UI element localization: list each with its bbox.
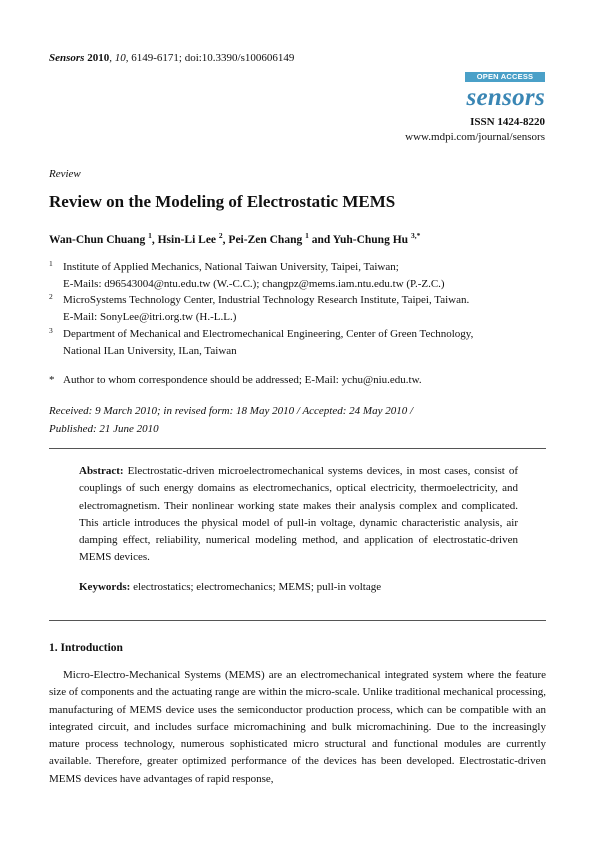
author-separator: and — [308, 233, 333, 246]
abstract-text: Electrostatic-driven microelectromechanical systems devices, in most cases, consist of couplings of such energy domains as electromechanics, optical electricity, thermoelectricity, and electromagnetism. Their nonlinear working state makes their analysis complex and complicated. This article introduces the physical model of pull-in voltage, dynamic characteristic analysis, air damping effect, reliability, numerical modeling method, and application of electrostatic-driven MEMS devices. — [79, 465, 518, 564]
dates-line: Received: 9 March 2010; in revised form: 18 May 2010 / Accepted: 24 May 2010 / — [49, 405, 414, 417]
journal-url[interactable]: www.mdpi.com/journal/sensors — [405, 131, 545, 143]
author-affiliation-mark: 2 — [218, 231, 223, 240]
journal-year: 2010 — [87, 52, 110, 64]
dates-line: Published: 21 June 2010 — [49, 423, 159, 435]
affiliation-line: National ILan University, ILan, Taiwan — [63, 344, 237, 357]
keywords-text: electrostatics; electromechanics; MEMS; pull-in voltage — [133, 581, 382, 593]
affiliation-line: Institute of Applied Mechanics, National Taiwan University, Taipei, Taiwan; — [63, 261, 399, 273]
issn: ISSN 1424-8220 — [470, 116, 545, 128]
author-affiliation-mark: 1 — [148, 231, 152, 240]
author-separator: , — [222, 233, 229, 246]
keywords-label: Keywords: — [79, 581, 131, 593]
section-heading: 1. Introduction — [49, 642, 123, 654]
affiliation-number: 3 — [49, 326, 53, 335]
top-divider — [49, 448, 546, 449]
correspondence-mark: * — [49, 374, 55, 386]
bottom-divider — [49, 620, 546, 621]
affiliation-line: MicroSystems Technology Center, Industrial Technology Research Institute, Taipei, Taiwan. — [63, 294, 470, 306]
author-affiliation-mark: 1 — [305, 231, 309, 240]
publication-dates — [49, 402, 413, 438]
journal-volume: 10 — [114, 52, 126, 64]
author-affiliation-mark: 3,* — [410, 231, 421, 240]
affiliation-line: Department of Mechanical and Electromechanical Engineering, Center of Green Technology, — [63, 328, 474, 340]
affiliation-line: E-Mails: d96543004@ntu.edu.tw (W.-C.C.); changpz@mems.iam.ntu.edu.tw (P.-Z.C.) — [63, 277, 445, 290]
author-name: Pei-Zen Chang — [228, 233, 303, 246]
citation-line: Sensors 2010, 10, 6149-6171; doi:10.3390/s100606149 — [49, 52, 295, 64]
author-list — [49, 231, 420, 246]
affiliation-1 — [49, 259, 549, 293]
article-type: Review — [49, 168, 81, 180]
author-name: Yuh-Chung Hu — [332, 233, 409, 246]
open-access-badge: OPEN ACCESS — [465, 72, 545, 82]
body-paragraph: Micro-Electro-Mechanical Systems (MEMS) are an electromechanical integrated system where the feature size of components and the actuating range are within the micro-scale. Unlike traditional mechanical processing, manufacturing of MEMS device uses the semiconductor production process, which can be compatible with an integrated circuit, and includes surface micromachining and bulk micromachining. Due to the increasingly mature process technology, numerous sophisticated micro structural and functional modules are currently available. Therefore, greater optimized performance of the devices has been developed. Electrostatic-driven MEMS devices have advantages of rapid response, — [49, 669, 546, 785]
correspondence-note — [49, 372, 549, 390]
affiliation-2 — [49, 292, 549, 326]
affiliation-line: E-Mail: SonyLee@itri.org.tw (H.-L.L.) — [63, 310, 237, 323]
journal-logo: sensors — [466, 84, 545, 111]
affiliation-number: 1 — [49, 259, 53, 268]
pages-doi: 6149-6171; doi:10.3390/s100606149 — [131, 52, 295, 64]
affiliation-3 — [49, 326, 549, 360]
correspondence-text: Author to whom correspondence should be addressed; E-Mail: ychu@niu.edu.tw. — [63, 374, 422, 386]
author-name: Wan-Chun Chuang — [49, 233, 146, 246]
abstract-label: Abstract: — [79, 465, 124, 477]
author-separator: , — [151, 233, 158, 246]
affiliation-number: 2 — [49, 292, 53, 301]
abstract — [79, 463, 518, 567]
journal-name: Sensors — [49, 52, 85, 64]
keywords — [79, 581, 381, 593]
article-title: Review on the Modeling of Electrostatic MEMS — [49, 192, 396, 211]
author-name: Hsin-Li Lee — [157, 233, 217, 246]
